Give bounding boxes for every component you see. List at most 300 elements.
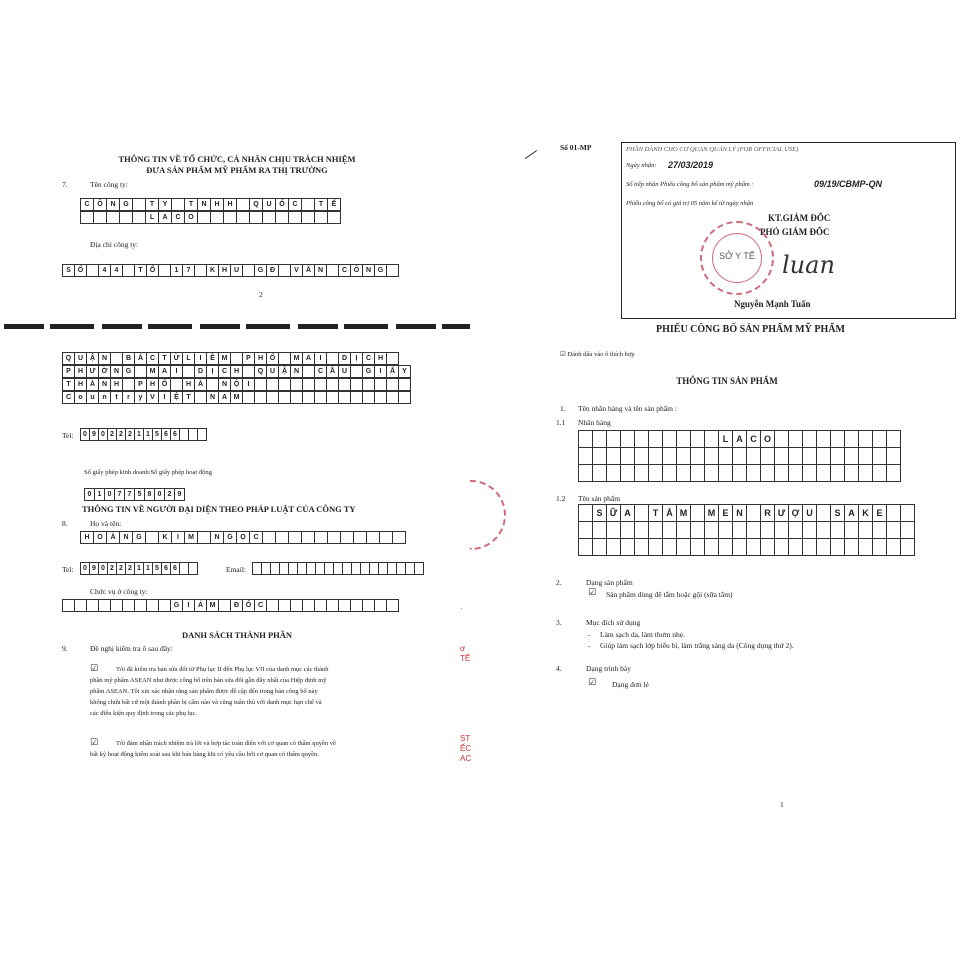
grid-cell bbox=[747, 448, 761, 465]
char-box: 5 bbox=[152, 562, 162, 575]
char-box: 1 bbox=[143, 562, 153, 575]
char-box: H bbox=[74, 365, 87, 378]
item-2-checkbox[interactable]: ☑ bbox=[588, 588, 597, 598]
item-9-text: Đề nghị kiểm tra ô sau đây: bbox=[90, 644, 173, 653]
grid-cell bbox=[677, 522, 691, 539]
char-box bbox=[223, 211, 237, 224]
char-box: 2 bbox=[164, 488, 175, 501]
char-box: Ắ bbox=[134, 352, 147, 365]
char-box: 2 bbox=[125, 428, 135, 441]
grid-cell bbox=[901, 539, 915, 556]
char-box: I bbox=[158, 391, 171, 404]
brand-grid bbox=[578, 430, 901, 482]
char-box bbox=[386, 264, 399, 277]
char-box: D bbox=[338, 352, 351, 365]
char-box: 0 bbox=[98, 428, 108, 441]
heading-market: ĐƯA SẢN PHẨM MỸ PHẨM RA THỊ TRƯỜNG bbox=[146, 165, 328, 175]
grid-cell bbox=[635, 522, 649, 539]
char-box: O bbox=[93, 531, 107, 544]
char-box bbox=[366, 531, 380, 544]
item-2-value: Sản phẩm dùng để tắm hoặc gội (sữa tắm) bbox=[606, 590, 733, 599]
char-box bbox=[93, 211, 107, 224]
tick-note: ☑ Đánh dấu vào ô thích hợp bbox=[560, 351, 635, 358]
grid-cell bbox=[789, 448, 803, 465]
received-date: 27/03/2019 bbox=[668, 160, 714, 170]
grid-cell bbox=[733, 465, 747, 482]
grid-cell bbox=[719, 539, 733, 556]
char-box: H bbox=[210, 198, 224, 211]
char-box: N bbox=[362, 264, 375, 277]
char-box: U bbox=[262, 198, 276, 211]
grid-cell bbox=[607, 448, 621, 465]
grid-cell bbox=[705, 539, 719, 556]
grid-cell bbox=[705, 465, 719, 482]
grid-cell bbox=[649, 465, 663, 482]
signature: luan bbox=[782, 251, 835, 279]
tel2-boxes bbox=[80, 562, 197, 575]
char-box: 4 bbox=[98, 264, 111, 277]
grid-cell bbox=[579, 539, 593, 556]
char-box bbox=[262, 211, 276, 224]
page-number-2: 2 bbox=[259, 290, 263, 299]
grid-cell: Ữ bbox=[607, 505, 621, 522]
grid-cell bbox=[873, 448, 887, 465]
char-box: r bbox=[122, 391, 135, 404]
char-box: Ă bbox=[302, 264, 315, 277]
char-box bbox=[275, 531, 289, 544]
grid-cell bbox=[663, 431, 677, 448]
char-box: Y bbox=[398, 365, 411, 378]
char-box: Q bbox=[254, 365, 267, 378]
grid-cell bbox=[831, 539, 845, 556]
char-box: Ộ bbox=[230, 378, 243, 391]
item-4-checkbox[interactable]: ☑ bbox=[588, 678, 597, 688]
grid-cell bbox=[733, 448, 747, 465]
validity-text: Phiếu công bố có giá trị 05 năm kể từ ngày nhận bbox=[626, 200, 754, 207]
char-box: N bbox=[110, 365, 123, 378]
declaration-1-line-4: không chứa bất cứ một thành phần bị cấm nào và cũng tuân thủ với danh mục hạn chế và bbox=[90, 699, 322, 706]
char-box: H bbox=[223, 198, 237, 211]
grid-cell bbox=[733, 522, 747, 539]
grid-cell bbox=[761, 448, 775, 465]
grid-cell bbox=[593, 465, 607, 482]
item-3-number: 3. bbox=[556, 618, 562, 627]
char-box: I bbox=[194, 352, 207, 365]
grid-cell bbox=[761, 539, 775, 556]
grid-cell bbox=[677, 431, 691, 448]
grid-cell bbox=[803, 522, 817, 539]
char-box: 0 bbox=[80, 562, 90, 575]
declaration-2-line-2: bất kỳ hoạt động kiểm soát sau khi bán hàng khi có yêu cầu bởi cơ quan có thẩm quyền. bbox=[90, 751, 319, 758]
char-box: A bbox=[302, 352, 315, 365]
char-box: N bbox=[206, 391, 219, 404]
grid-cell bbox=[691, 448, 705, 465]
char-box: Ô bbox=[93, 198, 107, 211]
grid-cell bbox=[733, 539, 747, 556]
char-box: H bbox=[230, 365, 243, 378]
page-number-1: 1 bbox=[780, 800, 784, 809]
char-box: 1 bbox=[170, 264, 183, 277]
grid-cell bbox=[845, 431, 859, 448]
char-box bbox=[236, 211, 250, 224]
item-1-text: Tên nhãn hàng và tên sản phẩm : bbox=[578, 404, 677, 413]
grid-cell bbox=[873, 539, 887, 556]
char-box: 0 bbox=[84, 488, 95, 501]
item-7-number: 7. bbox=[62, 180, 68, 189]
char-box: N bbox=[197, 198, 211, 211]
char-box: N bbox=[314, 264, 327, 277]
char-box: C bbox=[80, 198, 94, 211]
char-box: C bbox=[218, 365, 231, 378]
product-grid bbox=[578, 504, 915, 556]
char-box: H bbox=[254, 352, 267, 365]
grid-cell bbox=[817, 522, 831, 539]
char-box: K bbox=[206, 264, 219, 277]
char-box bbox=[171, 198, 185, 211]
char-box: 1 bbox=[143, 428, 153, 441]
char-box bbox=[119, 211, 133, 224]
char-box: o bbox=[74, 391, 87, 404]
char-box: M bbox=[230, 391, 243, 404]
grid-cell bbox=[775, 539, 789, 556]
grid-cell bbox=[649, 431, 663, 448]
char-box: À bbox=[86, 378, 99, 391]
char-box: Ị bbox=[350, 352, 363, 365]
grid-cell bbox=[803, 465, 817, 482]
grid-cell: K bbox=[859, 505, 873, 522]
char-box: I bbox=[171, 531, 185, 544]
char-box bbox=[398, 378, 411, 391]
grid-cell bbox=[775, 448, 789, 465]
email-boxes bbox=[252, 562, 423, 575]
heading-responsible: THÔNG TIN VỀ TỔ CHỨC, CÁ NHÂN CHỊU TRÁCH NHIỆM bbox=[118, 154, 356, 164]
grid-cell bbox=[719, 522, 733, 539]
grid-cell bbox=[775, 465, 789, 482]
grid-cell bbox=[747, 539, 761, 556]
char-box: C bbox=[314, 365, 327, 378]
char-box: 6 bbox=[170, 428, 180, 441]
char-box bbox=[353, 531, 367, 544]
char-box: G bbox=[362, 365, 375, 378]
received-label: Ngày nhận: bbox=[626, 162, 657, 169]
grid-cell bbox=[579, 448, 593, 465]
char-box: H bbox=[74, 378, 87, 391]
char-box: H bbox=[146, 378, 159, 391]
receipt-label: Số tiếp nhận Phiếu công bố sản phẩm mỹ phẩm : bbox=[626, 181, 754, 188]
char-box: y bbox=[134, 391, 147, 404]
char-box: U bbox=[74, 352, 87, 365]
grid-cell bbox=[593, 448, 607, 465]
grid-cell: E bbox=[873, 505, 887, 522]
company-name-row-2 bbox=[80, 211, 340, 224]
item-1-2-number: 1.2 bbox=[556, 494, 566, 503]
char-box: G bbox=[223, 531, 237, 544]
char-box: 7 bbox=[182, 264, 195, 277]
char-box bbox=[197, 211, 211, 224]
char-box bbox=[197, 428, 207, 441]
char-box: Ầ bbox=[326, 365, 339, 378]
grid-cell bbox=[817, 539, 831, 556]
char-box: C bbox=[288, 198, 302, 211]
grid-cell bbox=[873, 522, 887, 539]
char-box: G bbox=[119, 198, 133, 211]
char-box bbox=[145, 531, 159, 544]
main-title: PHIẾU CÔNG BỐ SẢN PHẨM MỸ PHẨM bbox=[656, 324, 845, 335]
char-box: 2 bbox=[107, 428, 117, 441]
char-box: A bbox=[158, 211, 172, 224]
char-box: Ô bbox=[350, 264, 363, 277]
item-3-dash-2: - bbox=[588, 641, 591, 650]
name-boxes bbox=[80, 531, 405, 544]
char-box: 2 bbox=[116, 428, 126, 441]
grid-cell bbox=[635, 448, 649, 465]
grid-cell: S bbox=[593, 505, 607, 522]
char-box: 0 bbox=[154, 488, 165, 501]
address-line-2 bbox=[62, 365, 410, 378]
char-box: Ọ bbox=[236, 531, 250, 544]
char-box: N bbox=[210, 531, 224, 544]
grid-cell bbox=[607, 431, 621, 448]
grid-cell bbox=[845, 448, 859, 465]
char-box: Ấ bbox=[386, 365, 399, 378]
char-box: I bbox=[242, 378, 255, 391]
char-box: 2 bbox=[116, 562, 126, 575]
char-box: D bbox=[194, 365, 207, 378]
position-label: Chức vụ ở công ty: bbox=[90, 587, 148, 596]
grid-cell bbox=[579, 505, 593, 522]
item-3-bullet-1: Làm sạch da, làm thơm nhẹ. bbox=[600, 630, 685, 639]
grid-cell bbox=[635, 539, 649, 556]
grid-cell bbox=[705, 448, 719, 465]
checkbox-declaration-1[interactable]: ☑ bbox=[90, 664, 99, 674]
char-box: 8 bbox=[144, 488, 155, 501]
char-box bbox=[80, 211, 94, 224]
char-box bbox=[210, 211, 224, 224]
grid-cell bbox=[621, 465, 635, 482]
grid-cell bbox=[887, 505, 901, 522]
char-box: M bbox=[184, 531, 198, 544]
grid-cell: S bbox=[831, 505, 845, 522]
grid-cell bbox=[579, 522, 593, 539]
char-box: Ờ bbox=[98, 365, 111, 378]
char-box: Q bbox=[249, 198, 263, 211]
grid-cell bbox=[663, 539, 677, 556]
char-box: G bbox=[122, 365, 135, 378]
char-box: C bbox=[249, 531, 263, 544]
char-box: A bbox=[218, 391, 231, 404]
grid-cell bbox=[831, 465, 845, 482]
char-box bbox=[398, 391, 411, 404]
grid-cell bbox=[705, 522, 719, 539]
grid-cell bbox=[691, 465, 705, 482]
grid-cell: Ợ bbox=[789, 505, 803, 522]
grid-cell bbox=[845, 539, 859, 556]
grid-cell bbox=[691, 505, 705, 522]
char-box: 5 bbox=[134, 488, 145, 501]
grid-cell bbox=[789, 522, 803, 539]
grid-cell bbox=[817, 448, 831, 465]
char-box bbox=[314, 531, 328, 544]
grid-cell bbox=[887, 539, 901, 556]
grid-cell: O bbox=[761, 431, 775, 448]
char-box bbox=[275, 211, 289, 224]
char-box: 5 bbox=[152, 428, 162, 441]
char-box bbox=[327, 211, 341, 224]
stamp-fragment: · ợ TẾ ST ẾC AC bbox=[460, 604, 472, 763]
grid-cell bbox=[873, 465, 887, 482]
grid-cell bbox=[845, 465, 859, 482]
grid-cell bbox=[649, 448, 663, 465]
char-box: T bbox=[314, 198, 328, 211]
grid-cell bbox=[817, 431, 831, 448]
char-box: 1 bbox=[94, 488, 105, 501]
char-box bbox=[301, 531, 315, 544]
grid-cell bbox=[607, 539, 621, 556]
item-8-number: 8. bbox=[62, 519, 68, 528]
grid-cell bbox=[789, 431, 803, 448]
char-box: n bbox=[98, 391, 111, 404]
email-label: Email: bbox=[226, 565, 246, 574]
seal-text: SỞ Y TẾ bbox=[719, 251, 755, 261]
grid-cell bbox=[663, 522, 677, 539]
grid-cell bbox=[677, 448, 691, 465]
grid-cell bbox=[607, 522, 621, 539]
grid-cell: R bbox=[761, 505, 775, 522]
grid-cell bbox=[649, 522, 663, 539]
grid-cell bbox=[579, 431, 593, 448]
grid-cell bbox=[621, 539, 635, 556]
char-box: U bbox=[338, 365, 351, 378]
char-box: C bbox=[338, 264, 351, 277]
grid-cell bbox=[803, 431, 817, 448]
char-box: Ố bbox=[242, 599, 255, 612]
char-box: C bbox=[362, 352, 375, 365]
grid-cell bbox=[663, 465, 677, 482]
char-box: B bbox=[122, 352, 135, 365]
grid-cell: A bbox=[845, 505, 859, 522]
tel-label: Tel: bbox=[62, 431, 74, 440]
char-box: T bbox=[62, 378, 75, 391]
char-box: I bbox=[314, 352, 327, 365]
address-label: Địa chỉ công ty: bbox=[90, 240, 139, 249]
company-name-row-1 bbox=[80, 198, 340, 211]
char-box bbox=[188, 562, 198, 575]
company-label: Tên công ty: bbox=[90, 180, 128, 189]
position-boxes bbox=[62, 599, 398, 612]
char-box bbox=[414, 562, 424, 575]
heading-ingredients: DANH SÁCH THÀNH PHẦN bbox=[181, 630, 293, 640]
char-box: C bbox=[146, 352, 159, 365]
char-box: 6 bbox=[161, 562, 171, 575]
char-box: G bbox=[132, 531, 146, 544]
license-label: Số giấy phép kinh doanh/Số giấy phép hoạt động bbox=[84, 469, 212, 476]
char-box bbox=[236, 198, 250, 211]
char-box: T bbox=[182, 391, 195, 404]
left-page-top bbox=[4, 132, 470, 328]
grid-cell bbox=[859, 539, 873, 556]
grid-cell bbox=[817, 465, 831, 482]
signer-title-2: PHÓ GIÁM ĐỐC bbox=[760, 227, 830, 237]
address-line-1 bbox=[62, 352, 398, 365]
declaration-1-line-2: phần mỹ phẩm ASEAN như được công bố trên bản sửa đổi gần đây nhất của Hiệp định mỹ bbox=[90, 677, 327, 684]
grid-cell bbox=[775, 522, 789, 539]
heading-representative: THÔNG TIN VỀ NGƯỜI ĐẠI DIỆN THEO PHÁP LUẬT CỦA CÔNG TY bbox=[82, 504, 356, 514]
char-box bbox=[262, 531, 276, 544]
char-box: N bbox=[98, 378, 111, 391]
grid-cell bbox=[579, 465, 593, 482]
char-box: 7 bbox=[114, 488, 125, 501]
declaration-2-line-1: Tôi đảm nhận trách nhiệm trả lời và hợp tác toàn diện với cơ quan có thẩm quyền về bbox=[116, 740, 336, 747]
grid-cell bbox=[859, 431, 873, 448]
char-box: 9 bbox=[89, 562, 99, 575]
char-box bbox=[379, 531, 393, 544]
form-code: Số 01-MP bbox=[560, 143, 592, 152]
char-box: À bbox=[106, 531, 120, 544]
char-box: 0 bbox=[104, 488, 115, 501]
char-box: N bbox=[119, 531, 133, 544]
char-box: L bbox=[182, 352, 195, 365]
grid-cell bbox=[901, 505, 915, 522]
grid-cell bbox=[621, 431, 635, 448]
grid-cell bbox=[593, 431, 607, 448]
receipt-number: 09/19/CBMP-QN bbox=[814, 179, 883, 189]
char-box: T bbox=[145, 198, 159, 211]
item-3-bullet-2: Giúp làm sạch lớp biểu bì, làm trắng sáng da (Công dụng thứ 2). bbox=[600, 641, 794, 650]
grid-cell bbox=[635, 431, 649, 448]
grid-cell bbox=[593, 522, 607, 539]
grid-cell bbox=[621, 522, 635, 539]
char-box: T bbox=[134, 264, 147, 277]
item-1-number: 1. bbox=[560, 404, 566, 413]
checkbox-declaration-2[interactable]: ☑ bbox=[90, 738, 99, 748]
char-box: 2 bbox=[125, 562, 135, 575]
signer-title-1: KT.GIÁM ĐỐC bbox=[768, 213, 831, 223]
char-box bbox=[386, 352, 399, 365]
char-box: Ế bbox=[327, 198, 341, 211]
grid-cell bbox=[705, 431, 719, 448]
char-box bbox=[249, 211, 263, 224]
char-box: À bbox=[194, 378, 207, 391]
char-box: Ổ bbox=[146, 264, 159, 277]
char-box: C bbox=[254, 599, 267, 612]
grid-cell bbox=[593, 539, 607, 556]
item-9-number: 9. bbox=[62, 644, 68, 653]
char-box: 1 bbox=[134, 562, 144, 575]
char-box: 2 bbox=[107, 562, 117, 575]
grid-cell: N bbox=[733, 505, 747, 522]
char-box: u bbox=[86, 391, 99, 404]
char-box: N bbox=[290, 365, 303, 378]
grid-cell bbox=[859, 522, 873, 539]
item-1-2-text: Tên sản phẩm bbox=[578, 494, 621, 503]
char-box: G bbox=[254, 264, 267, 277]
char-box: T bbox=[158, 352, 171, 365]
official-use-box bbox=[621, 142, 956, 319]
grid-cell bbox=[691, 522, 705, 539]
grid-cell bbox=[887, 448, 901, 465]
item-1-1-text: Nhãn hàng bbox=[578, 418, 611, 427]
char-box: Ố bbox=[266, 352, 279, 365]
char-box: Ệ bbox=[170, 391, 183, 404]
char-box: P bbox=[62, 365, 75, 378]
char-box: S bbox=[62, 264, 75, 277]
char-box: 0 bbox=[80, 428, 90, 441]
char-box: V bbox=[290, 264, 303, 277]
grid-cell bbox=[747, 522, 761, 539]
char-box: 0 bbox=[98, 562, 108, 575]
grid-cell: M bbox=[705, 505, 719, 522]
grid-cell bbox=[747, 505, 761, 522]
